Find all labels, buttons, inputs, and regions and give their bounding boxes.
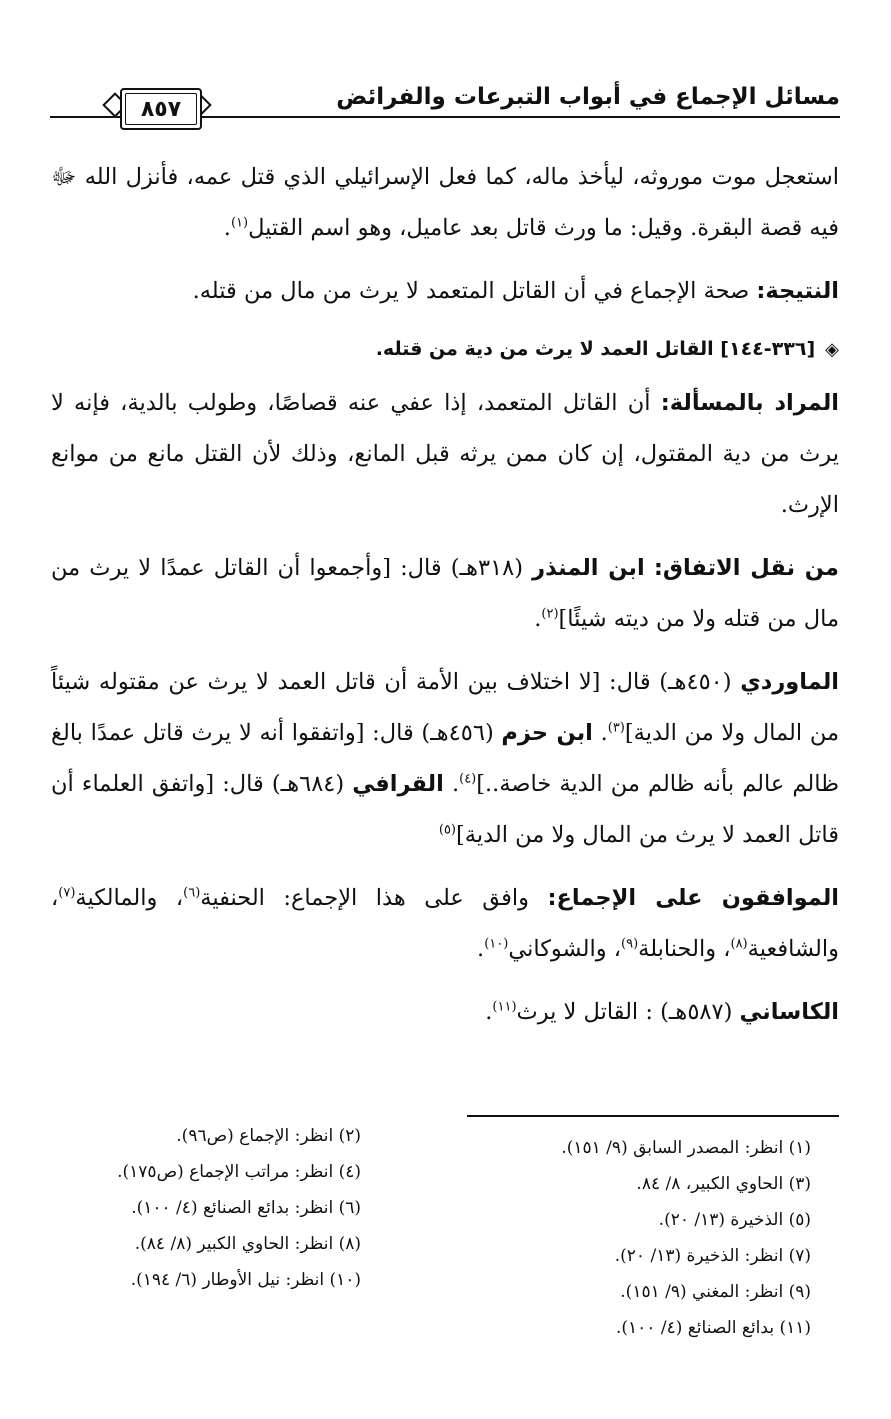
issue-heading	[51, 329, 839, 370]
scholar-name: ابن المنذر	[532, 555, 645, 581]
quote-text: قال: [لا اختلاف بين الأمة أن قاتل العمد لا يرث عن مقتوله شيئاً من المال ولا من الدية]	[51, 669, 839, 746]
quote-text: : القاتل لا يرث	[516, 999, 653, 1025]
agreeing-text: وافق على هذا الإجماع: الحنفية	[200, 885, 529, 911]
quote-text: قال: [وأجمعوا أن القاتل عمدًا لا يرث من مال من قتله ولا من ديته شيئًا]	[51, 555, 839, 632]
main-text	[51, 152, 839, 1050]
paragraph-meaning	[51, 378, 839, 531]
agreeing-text: ، والشوكاني	[508, 936, 621, 962]
page-header	[50, 78, 840, 130]
footnote-ref[interactable]: (٢)	[541, 606, 559, 622]
quote-text: قال: [واتفق العلماء أن قاتل العمد لا يرث من المال ولا من الدية]	[51, 771, 839, 848]
footnote-ref[interactable]: (٧)	[58, 885, 76, 901]
page-number-frame	[120, 88, 202, 130]
page-number: ٨٥٧	[140, 96, 182, 122]
footnote-ref[interactable]: (٤)	[459, 771, 477, 787]
footnote-ref[interactable]: (١)	[230, 215, 249, 231]
agreeing-text: ، والمالكية	[75, 885, 184, 911]
meaning-label: المراد بالمسألة:	[660, 390, 840, 416]
scholar-date: (٣١٨هـ)	[450, 555, 524, 581]
punctuation: .	[477, 936, 485, 962]
footnote-item: (٣) الحاوي الكبير، ٨/ ٨٤.	[636, 1174, 811, 1194]
punctuation: .	[534, 606, 542, 632]
punctuation: .	[451, 771, 460, 797]
paragraph-consensus-transmission	[51, 543, 839, 645]
agreeing-text: ، والحنابلة	[638, 936, 731, 962]
paragraph-agreeing	[51, 873, 839, 975]
meaning-text: أن القاتل المتعمد، إذا عفي عنه قصاصًا، وطولب بالدية، فإنه لا يرث من دية المقتول، إن كان ممن يرثه قبل المانع، وذلك لأن القتل مانع من موانع الإرث.	[51, 390, 839, 518]
scholar-date: (٦٨٤هـ)	[271, 771, 345, 797]
punctuation: .	[485, 999, 493, 1025]
footnote-item: (١) انظر: المصدر السابق (٩/ ١٥١).	[561, 1138, 811, 1158]
footnote-item: (١٠) انظر: نيل الأوطار (٦/ ١٩٤).	[130, 1270, 361, 1290]
footnote-item: (٧) انظر: الذخيرة (١٣/ ٢٠).	[614, 1246, 811, 1266]
paragraph-1-text: استعجل موت موروثه، ليأخذ ماله، كما فعل الإسرائيلي الذي قتل عمه، فأنزل الله ﷻ فيه قصة البقرة. وقيل: ما ورث قاتل بعد عاميل، وهو اسم القتيل	[51, 164, 839, 241]
scholar-name: الكاساني	[739, 999, 839, 1025]
transmission-label: من نقل الاتفاق:	[653, 555, 839, 581]
footnote-rule	[467, 1115, 839, 1117]
scholar-name: ابن حزم	[501, 720, 593, 746]
scholar-name: الماوردي	[740, 669, 839, 695]
footnote-item: (٤) انظر: مراتب الإجماع (ص١٧٥).	[117, 1162, 361, 1182]
paragraph-kasani	[51, 987, 839, 1038]
scholar-date: (٤٥٦هـ)	[421, 720, 494, 746]
scholar-date: (٤٥٠هـ)	[659, 669, 732, 695]
footnote-ref[interactable]: (٩)	[621, 936, 639, 952]
issue-heading-text: [٣٣٦-١٤٤] القاتل العمد لا يرث من دية من قتله.	[375, 338, 816, 360]
paragraph-1	[51, 152, 839, 254]
footnote-ref[interactable]: (٣)	[607, 720, 625, 736]
agreeing-text: ، والشافعية	[51, 885, 839, 962]
footnote-item: (١١) بدائع الصنائع (٤/ ١٠٠).	[615, 1318, 811, 1338]
quote-text: قال: [واتفقوا أنه لا يرث قاتل عمدًا بالغ ظالم عالم بأنه ظالم من الدية خاصة..]	[51, 720, 840, 797]
paragraph-result	[51, 266, 839, 317]
footnote-ref[interactable]: (١١)	[492, 999, 517, 1015]
scholar-date: (٥٨٧هـ)	[660, 999, 733, 1025]
punctuation: .	[223, 215, 231, 241]
running-title: مسائل الإجماع في أبواب التبرعات والفرائض	[336, 84, 840, 110]
punctuation: .	[600, 720, 608, 746]
footnote-ref[interactable]: (٨)	[730, 936, 748, 952]
footnote-ref[interactable]: (٦)	[183, 885, 201, 901]
footnote-item: (٨) انظر: الحاوي الكبير (٨/ ٨٤).	[134, 1234, 361, 1254]
footnote-ref[interactable]: (١٠)	[484, 936, 509, 952]
footnote-item: (٥) الذخيرة (١٣/ ٢٠).	[658, 1210, 811, 1230]
result-label: النتيجة:	[756, 278, 839, 304]
footnote-item: (٩) انظر: المغني (٩/ ١٥١).	[620, 1282, 811, 1302]
paragraph-quotes	[51, 657, 839, 861]
scholar-name: القرافي	[352, 771, 444, 797]
footnotes-right-column	[471, 1130, 811, 1346]
footnote-item: (٢) انظر: الإجماع (ص٩٦).	[176, 1126, 361, 1146]
footnote-ref[interactable]: (٥)	[438, 822, 456, 838]
result-text: صحة الإجماع في أن القاتل المتعمد لا يرث من مال من قتله.	[192, 278, 750, 304]
footnotes-left-column	[41, 1118, 361, 1298]
agreeing-label: الموافقون على الإجماع:	[547, 885, 839, 911]
footnote-item: (٦) انظر: بدائع الصنائع (٤/ ١٠٠).	[131, 1198, 361, 1218]
diamond-bullet-icon: ◈	[825, 339, 839, 360]
